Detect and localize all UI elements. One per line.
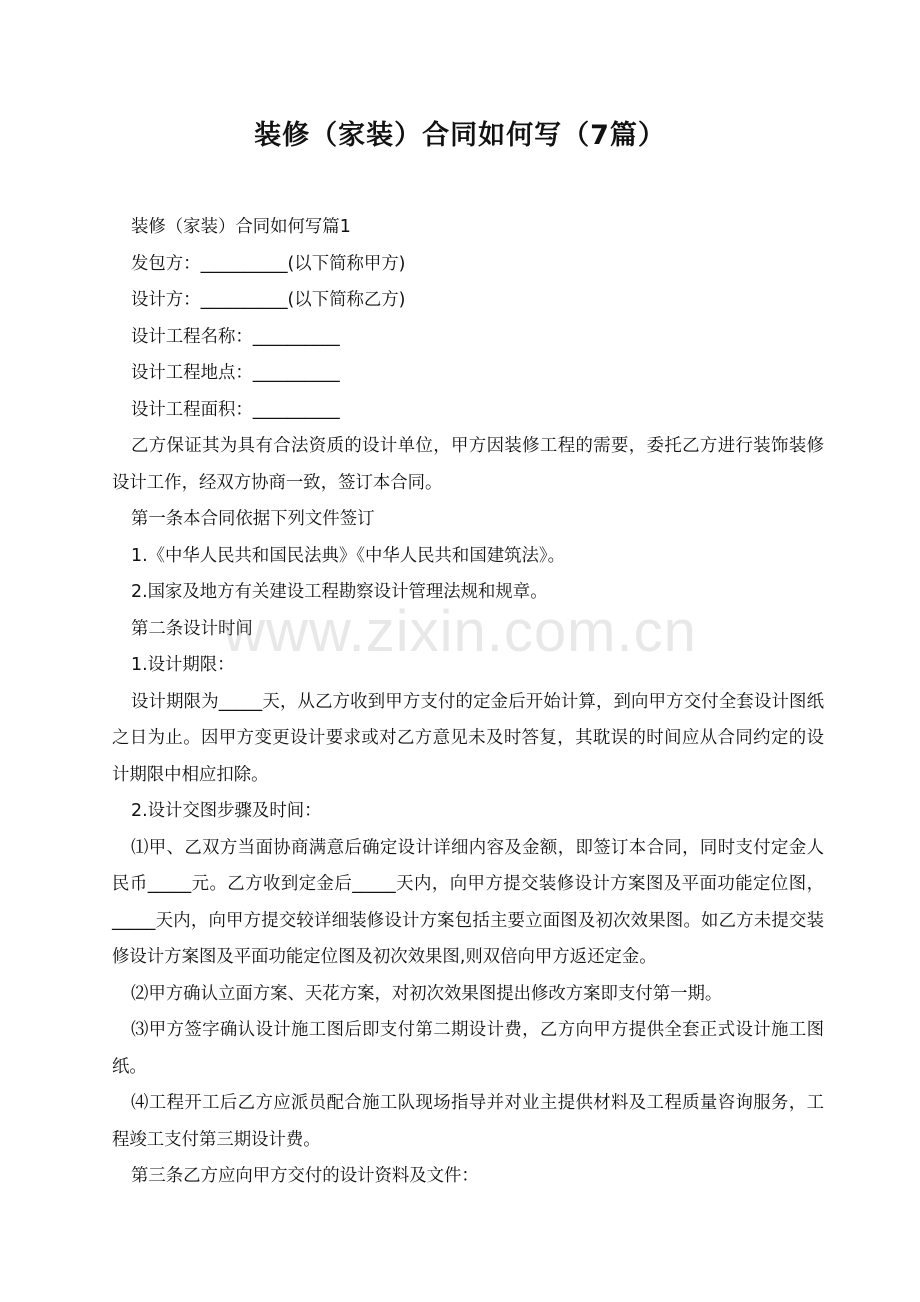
paragraph-contractor: 发包方：__________(以下简称甲方) [131,253,406,274]
article-2-item-2: 2.设计交图步骤及时间： [131,801,322,821]
section-heading: 装修（家装）合同如何写篇1 [131,217,351,237]
paragraph-project-area: 设计工程面积：__________ [131,399,340,420]
paragraph-step-1: ⑴甲、乙双方当面协商满意后确定设计详细内容及金额，即签订本合同，同时支付定金人民币_____元。乙方收到定金后_____天内，向甲方提交装修设计方案图及平面功能定位图，_____天内，向甲方提交较详细装修设计方案包括主要立面图及初次效果图。如乙方未提交装修设计方案图及平面功能定位图及初次效果图,则双倍向甲方返还定金。 [112,837,824,967]
document-title: 装修（家装）合同如何写（7篇） [254,120,666,151]
article-2-item-1: 1.设计期限： [131,655,235,675]
document-body [112,209,824,1195]
watermark-text: www.zixin.com.cn [223,599,697,664]
article-1-item-1: 1.《中华人民共和国民法典》《中华人民共和国建筑法》。 [131,545,565,566]
paragraph-design-period: 设计期限为_____天，从乙方收到甲方支付的定金后开始计算，到向甲方交付全套设计图纸之日为止。因甲方变更设计要求或对乙方意见未及时答复，其耽误的时间应从合同约定的设计期限中相应扣除。 [112,691,824,785]
paragraph-step-3: ⑶甲方签字确认设计施工图后即支付第二期设计费，乙方向甲方提供全套正式设计施工图纸。 [112,1020,824,1077]
paragraph-project-location: 设计工程地点：__________ [131,363,340,383]
paragraph-preamble: 乙方保证其为具有合法资质的设计单位，甲方因装修工程的需要，委托乙方进行装饰装修设计工作，经双方协商一致，签订本合同。 [112,436,824,493]
paragraph-step-2: ⑵甲方确认立面方案、天花方案，对初次效果图提出修改方案即支付第一期。 [131,983,723,1004]
article-2-heading: 第二条设计时间 [131,618,253,639]
paragraph-step-4: ⑷工程开工后乙方应派员配合施工队现场指导并对业主提供材料及工程质量咨询服务，工程竣工支付第三期设计费。 [112,1093,824,1150]
article-3-heading: 第三条乙方应向甲方交付的设计资料及文件： [131,1166,479,1186]
article-1-item-2: 2.国家及地方有关建设工程勘察设计管理法规和规章。 [131,582,548,602]
article-1-heading: 第一条本合同依据下列文件签订 [131,509,375,529]
paragraph-project-name: 设计工程名称：__________ [131,326,340,347]
paragraph-designer: 设计方：__________(以下简称乙方) [131,290,406,310]
